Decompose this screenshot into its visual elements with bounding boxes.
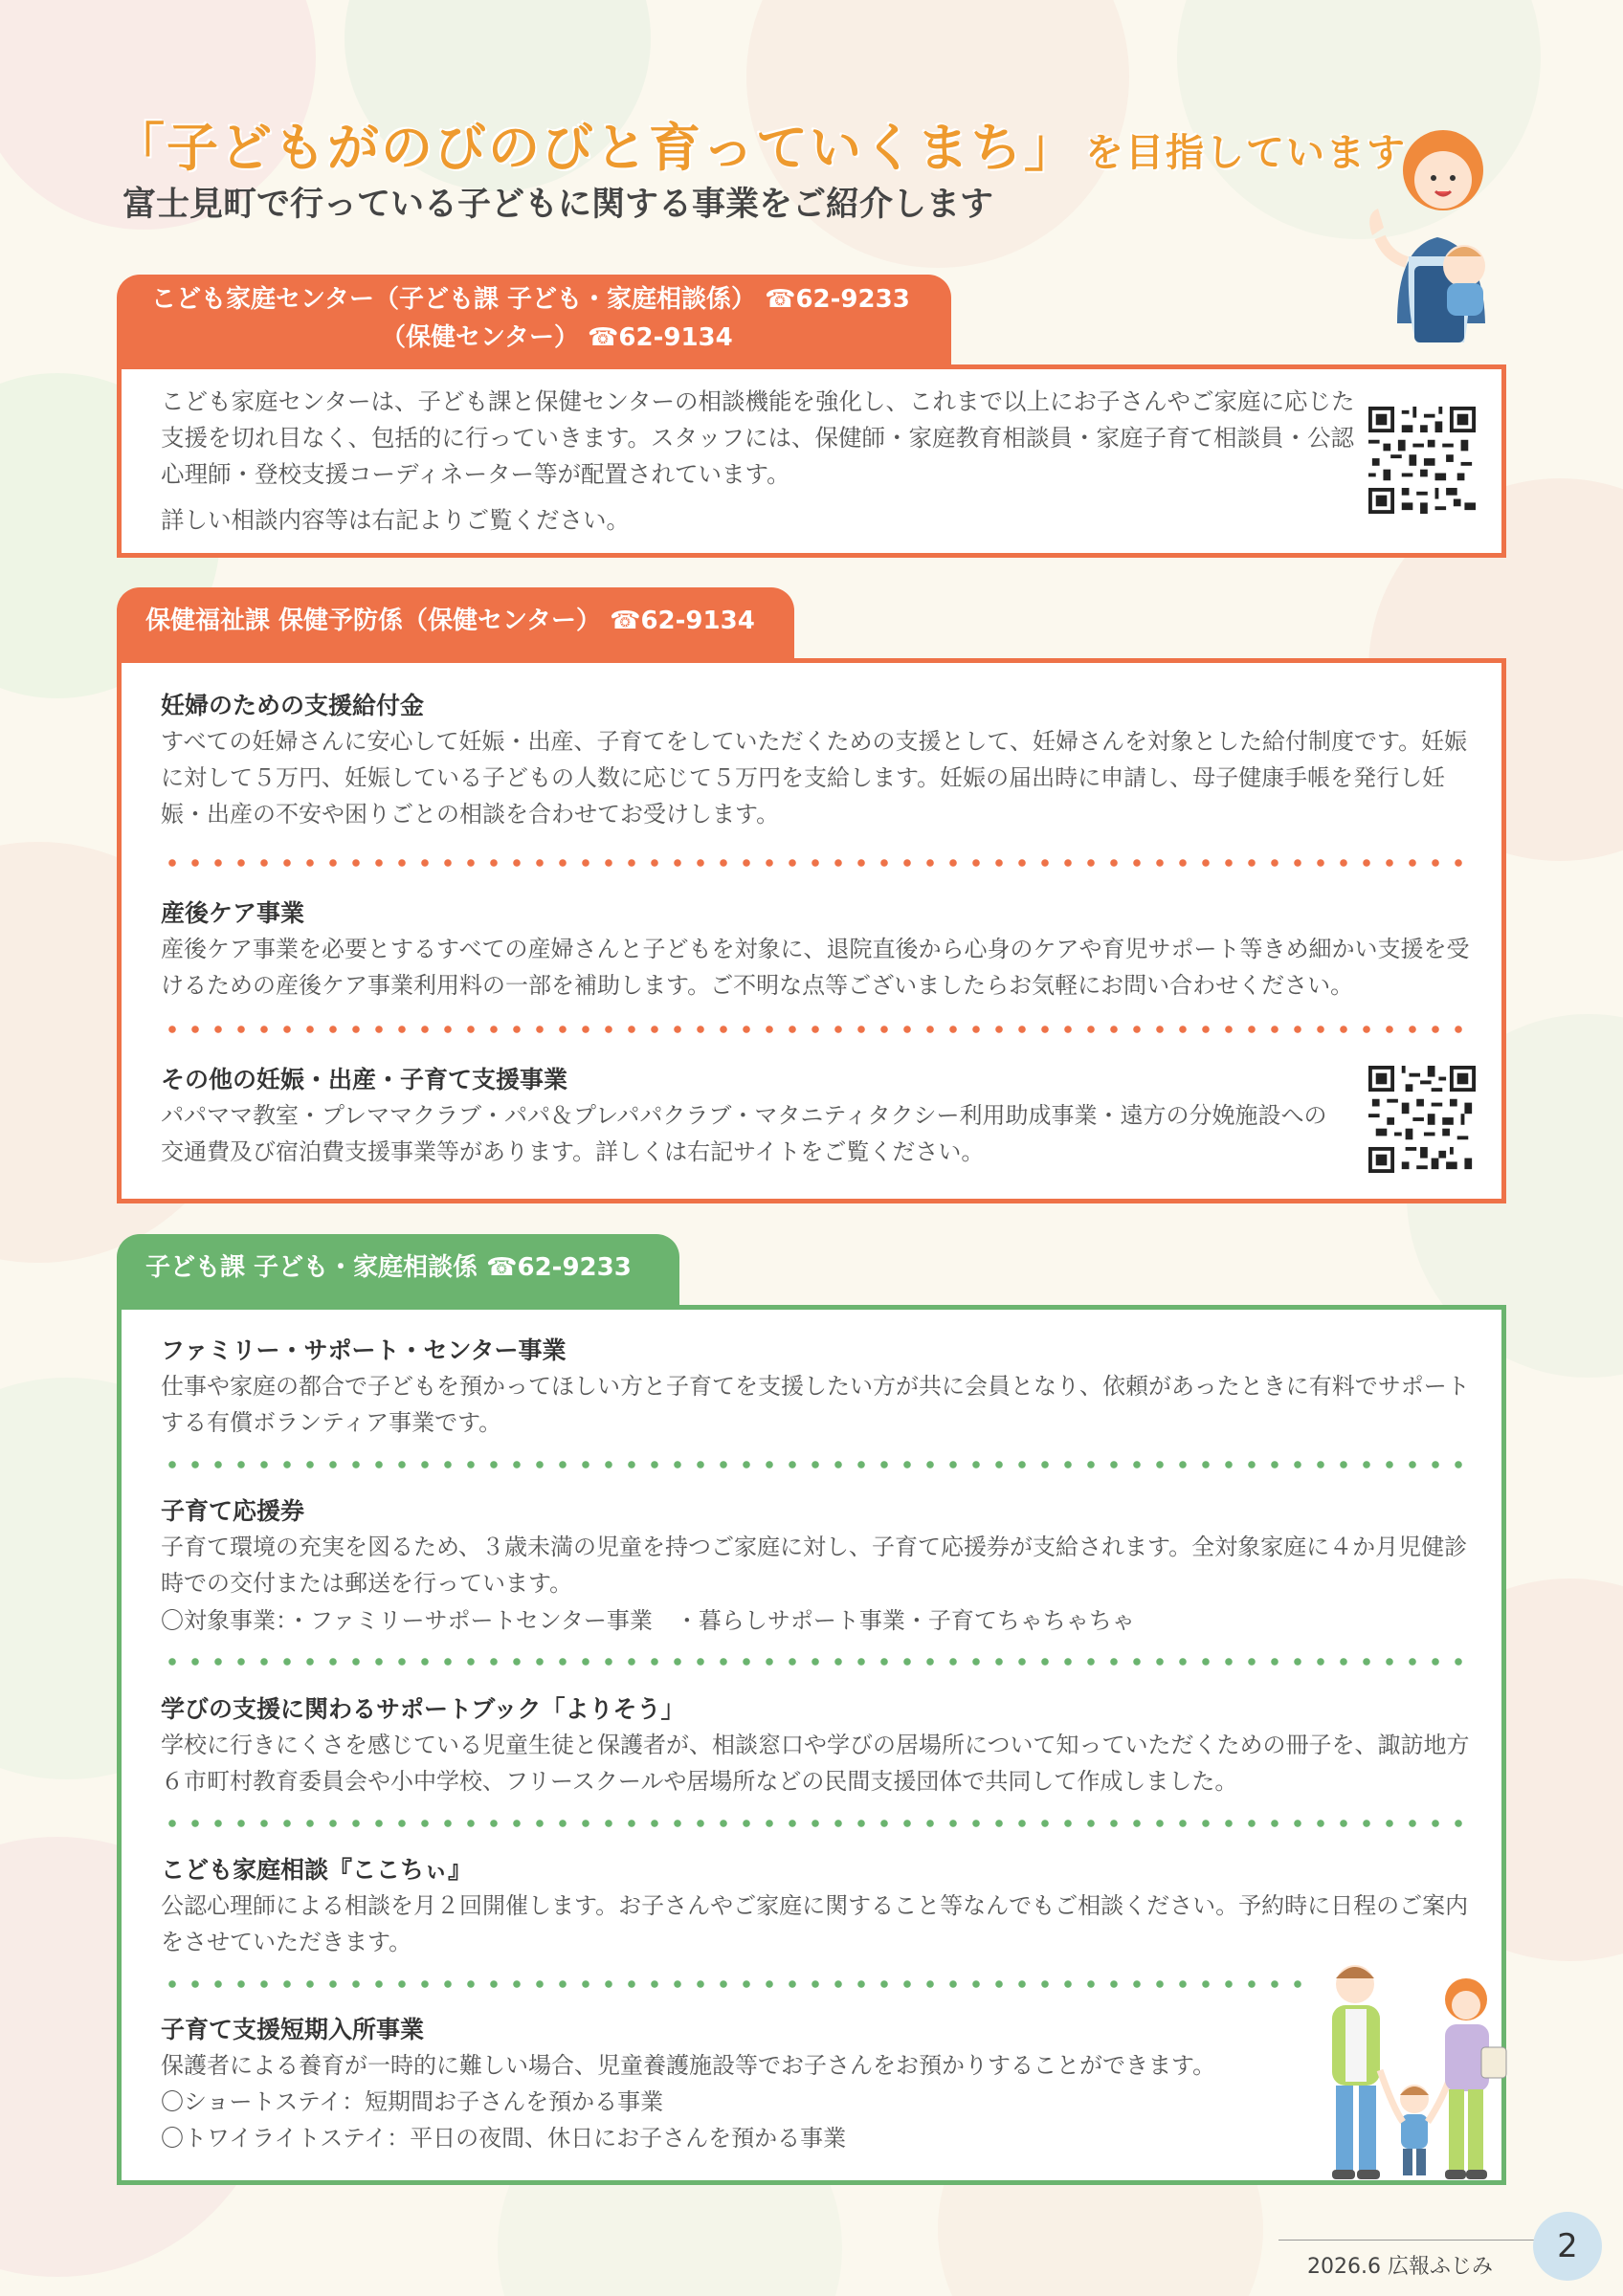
section1-tab-line2: （保健センター） ☎62-9134 (381, 323, 733, 352)
section3-item5-title: 子育て支援短期入所事業 (161, 2016, 425, 2043)
mother-baby-illustration (1359, 122, 1518, 352)
section2-item3-title: その他の妊娠・出産・子育て支援事業 (161, 1066, 568, 1093)
section1-body: こども家庭センターは、子ども課と保健センターの相談機能を強化し、これまで以上にお子さんやご家庭に応じた支援を切れ目なく、包括的に行っていきます。スタッフには、保健師・家庭教育相談員・家庭子育て相談員・公認心理師・登校支援コーディネーター等が配置されています。 (161, 387, 1355, 488)
qr-code[interactable] (1368, 1066, 1476, 1173)
section3-tab (117, 1234, 679, 1305)
section3-divider-4 (161, 1980, 1309, 1988)
section3-item5-text: 保護者による養育が一時的に難しい場合、児童養護施設等でお子さんをお預かりすることができます。 (161, 2052, 1216, 2079)
section2-divider-2 (161, 1026, 1470, 1033)
section2-item3-text: パパママ教室・プレママクラブ・パパ＆プレパパクラブ・マタニティタクシー利用助成事業・遠方の分娩施設への交通費及び宿泊費支援事業等があります。詳しくは右記サイトをご覧ください。 (161, 1102, 1327, 1165)
page-subtitle: 富士見町で行っている子どもに関する事業をご紹介します (122, 186, 994, 224)
section3-divider-1 (161, 1461, 1470, 1468)
section1-tab (117, 275, 951, 364)
family-illustration (1309, 1955, 1512, 2191)
page-title (113, 107, 1407, 181)
section2-item1-title: 妊婦のための支援給付金 (161, 692, 425, 719)
section3-item4-text: 公認心理師による相談を月２回開催します。お子さんやご家庭に関すること等なんでもご相談ください。予約時に日程のご案内をさせていただきます。 (161, 1892, 1469, 1955)
section2-tab (117, 587, 794, 658)
section3-item2-extra: 〇対象事業：・ファミリーサポートセンター事業 ・暮らしサポート事業・子育てちゃちゃちゃ (161, 1607, 1135, 1634)
footer-issue: 2026.6 広報ふじみ (1307, 2255, 1493, 2279)
section3-divider-2 (161, 1658, 1470, 1666)
section3-item2-text: 子育て環境の充実を図るため、３歳未満の児童を持つご家庭に対し、子育て応援券が支給されます。全対象家庭に４か月児健診時での交付または郵送を行っています。 (161, 1534, 1468, 1597)
footer-divider (1278, 2240, 1537, 2241)
section3-item4-title: こども家庭相談『ここちぃ』 (161, 1856, 473, 1884)
section2-item1-text: すべての妊婦さんに安心して妊娠・出産、子育てをしていただくための支援として、妊婦さんを対象とした給付制度です。妊娠に対して５万円、妊娠している子どもの人数に応じて５万円を支給します。妊娠の届出時に申請し、母子健康手帳を発行し妊娠・出産の不安や困りごとの相談を合わせてお受けします。 (161, 728, 1468, 828)
page-number: 2 (1533, 2212, 1602, 2281)
section3-item3-title: 学びの支援に関わるサポートブック「よりそう」 (161, 1695, 685, 1723)
section1-body2: 詳しい相談内容等は右記よりご覧ください。 (161, 506, 630, 534)
qr-code[interactable] (1368, 407, 1476, 514)
section3-item1-title: ファミリー・サポート・センター事業 (161, 1336, 567, 1364)
page-title-main: 「子どもがのびのびと育っていくまち」 (113, 118, 1078, 178)
section3-item1-text: 仕事や家庭の都合で子どもを預かってほしい方と子育てを支援したい方が共に会員となり、依頼があったときに有料でサポートする有償ボランティア事業です。 (161, 1373, 1470, 1436)
section2-item2-text: 産後ケア事業を必要とするすべての産婦さんと子どもを対象に、退院直後から心身のケアや育児サポート等きめ細かい支援を受けるための産後ケア事業利用料の一部を補助します。ご不明な点等ございましたらお気軽にお問い合わせください。 (161, 936, 1470, 999)
section3-divider-3 (161, 1820, 1470, 1827)
page-title-suffix: を目指しています (1085, 131, 1407, 175)
section3-item3-text: 学校に行きにくさを感じている児童生徒と保護者が、相談窓口や学びの居場所について知っていただくための冊子を、諏訪地方６市町村教育委員会や小中学校、フリースクールや居場所などの民間支援団体で共同して作成しました。 (161, 1732, 1470, 1795)
section3-item2-title: 子育て応援券 (161, 1497, 305, 1525)
section3-item5-line3: 〇トワイライトステイ：平日の夜間、休日にお子さんを預かる事業 (161, 2125, 847, 2152)
section2-item2-title: 産後ケア事業 (161, 899, 305, 927)
section2-tab-label: 保健福祉課 保健予防係（保健センター） ☎62-9134 (145, 607, 755, 635)
section1-tab-line1: こども家庭センター（子ども課 子ども・家庭相談係） ☎62-9233 (151, 285, 910, 314)
section3-tab-label: 子ども課 子ども・家庭相談係 ☎62-9233 (145, 1253, 632, 1282)
section2-divider-1 (161, 859, 1470, 867)
section3-item5-line2: 〇ショートステイ：短期間お子さんを預かる事業 (161, 2088, 664, 2115)
